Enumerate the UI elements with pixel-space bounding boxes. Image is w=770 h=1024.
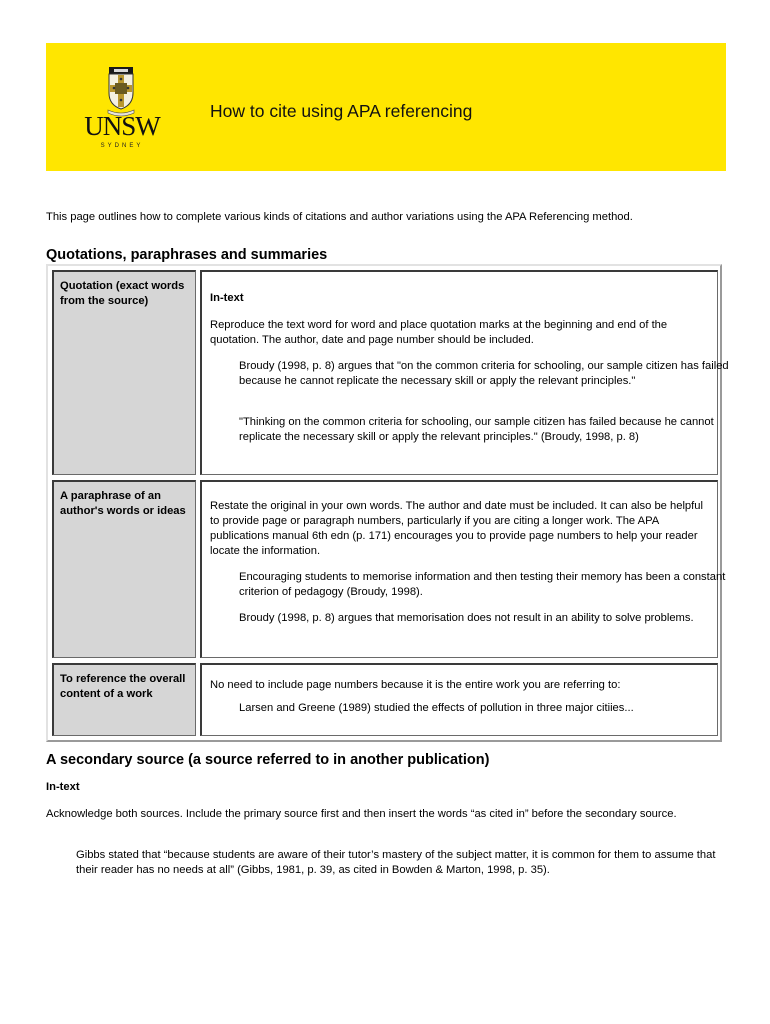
- paraphrase-description: Restate the original in your own words. The author and date must be included. It can also be helpful to provide page or paragraph numbers, particularly if you are citing a longer work. The APA publications manual 6th edn (p. 171) encourages you to provide page numbers to help your reader locate the information.: [210, 500, 703, 557]
- quotation-description: Reproduce the text word for word and place quotation marks at the beginning and end of the quotation. The author, date and page number should be included.: [210, 319, 668, 346]
- unsw-wordmark: UNSW: [84, 111, 160, 141]
- row-label-paraphrase: A paraphrase of an author's words or ideas: [52, 480, 196, 658]
- quotation-example-1: Broudy (1998, p. 8) argues that "on the common criteria for schooling, our sample citizen has failed because he cannot replicate the necessary skill or apply the relevant principles.": [239, 360, 729, 387]
- section-heading-quotations: Quotations, paraphrases and summaries: [46, 247, 328, 263]
- secondary-in-text-label: In-text: [46, 781, 80, 793]
- citation-table: [46, 264, 729, 742]
- secondary-example: Gibbs stated that “because students are aware of their tutor’s mastery of the subject matter, it is common for them to assume that their reader has no needs at all” (Gibbs, 1981, p. 39, as cited in Bowden & Marton, 1998, p. 35).: [76, 849, 716, 876]
- paraphrase-example-1: Encouraging students to memorise information and then testing their memory has been a constant criterion of pedagogy (Broudy, 1998).: [239, 571, 726, 598]
- row-label-overall-content: To reference the overall content of a work: [52, 663, 196, 736]
- row-label-quotation: Quotation (exact words from the source): [52, 270, 196, 475]
- row-content-overall-content: [200, 663, 718, 736]
- overall-content-example-1: Larsen and Greene (1989) studied the effects of pollution in three major citiies...: [239, 702, 634, 714]
- page-title: How to cite using APA referencing: [210, 101, 473, 121]
- row-content-quotation: [200, 270, 729, 475]
- unsw-logo: [82, 67, 162, 147]
- unsw-subtitle: SYDNEY: [100, 143, 144, 149]
- section-heading-secondary: A secondary source (a source referred to in another publication): [46, 752, 490, 768]
- header-banner: [46, 43, 726, 171]
- quotation-example-2: "Thinking on the common criteria for schooling, our sample citizen has failed because he cannot replicate the necessary skill or apply the relevant principles." (Broudy, 1998, p. 8): [239, 416, 714, 443]
- paraphrase-example-2: Broudy (1998, p. 8) argues that memorisation does not result in an ability to solve problems.: [239, 612, 694, 624]
- overall-content-description: No need to include page numbers because it is the entire work you are referring to:: [210, 679, 621, 691]
- row-content-paraphrase: [200, 480, 726, 658]
- secondary-description: Acknowledge both sources. Include the primary source first and then insert the words “as cited in” before the secondary source.: [46, 808, 677, 820]
- intro-text: This page outlines how to complete various kinds of citations and author variations using the APA Referencing method.: [46, 211, 633, 223]
- in-text-label: In-text: [210, 292, 244, 304]
